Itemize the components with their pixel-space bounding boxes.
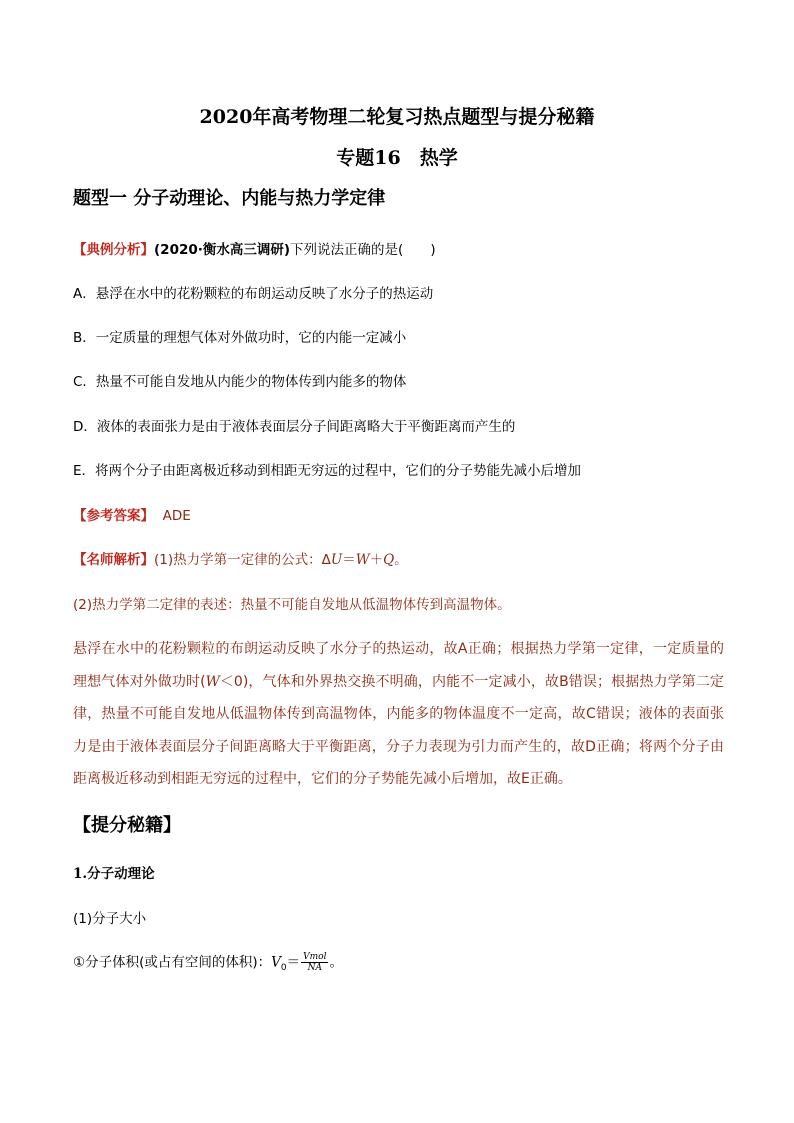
- answer-value: ADE: [162, 508, 191, 524]
- section-title: 题型一 分子动理论、内能与热力学定律: [73, 188, 386, 209]
- answer-line: [73, 507, 191, 525]
- analysis-tag: 【名师解析】: [73, 552, 154, 568]
- answer-tag: 【参考答案】: [73, 508, 154, 524]
- volume-fraction: $\frac{\text{Vmol}}{NA}$: [303, 952, 327, 973]
- example-line: [73, 241, 436, 259]
- example-question: 下列说法正确的是( ): [290, 242, 436, 258]
- tips-item-1: 1.分子动理论: [73, 866, 155, 882]
- tips-sub-1: (1)分子大小: [73, 911, 147, 927]
- example-tag: 【典例分析】: [73, 242, 154, 258]
- option-b: B．一定质量的理想气体对外做功时，它的内能一定减小: [73, 330, 407, 346]
- option-a: A．悬浮在水中的花粉颗粒的布朗运动反映了水分子的热运动: [73, 286, 434, 302]
- document-subtitle: 专题16 热学: [336, 147, 458, 169]
- analysis-line1: 【名师解析】(1)热力学第一定律的公式：ΔU＝W＋Q。: [73, 552, 408, 568]
- analysis-paragraph: 悬浮在水中的花粉颗粒的布朗运动反映了水分子的热运动，故A正确；根据热力学第一定律，一定质量的理想气体对外做功时(W＜0)，气体和外界热交换不明确，内能不一定减小，故B错误；根据热力学第二定律，热量不可能自发地从低温物体传到高温物体，内能多的物体温度不一定高，故C错误；液体的表面张力是由于液体表面层分子间距离略大于平衡距离，分子力表现为引力而产生的，故D正确；将两个分子由距离极近移动到相距无穷远的过程中，它们的分子势能先减小后增加，故E正确。: [73, 641, 724, 788]
- analysis-line2: (2)热力学第二定律的表述：热量不可能自发地从低温物体传到高温物体。: [73, 597, 511, 613]
- tips-heading: 【提分秘籍】: [73, 815, 181, 836]
- formula-line: ①分子体积(或占有空间的体积)：$V_0=$ $\frac{\text{Vmol}}{NA}$ 。: [73, 952, 343, 974]
- option-c: C．热量不可能自发地从内能少的物体传到内能多的物体: [73, 374, 407, 390]
- example-source: (2020·衡水高三调研): [154, 242, 291, 258]
- option-e: E．将两个分子由距离极近移动到相距无穷远的过程中，它们的分子势能先减小后增加: [73, 463, 582, 479]
- document-title: 2020年高考物理二轮复习热点题型与提分秘籍: [199, 106, 595, 128]
- option-d: D．液体的表面张力是由于液体表面层分子间距离略大于平衡距离而产生的: [73, 419, 516, 435]
